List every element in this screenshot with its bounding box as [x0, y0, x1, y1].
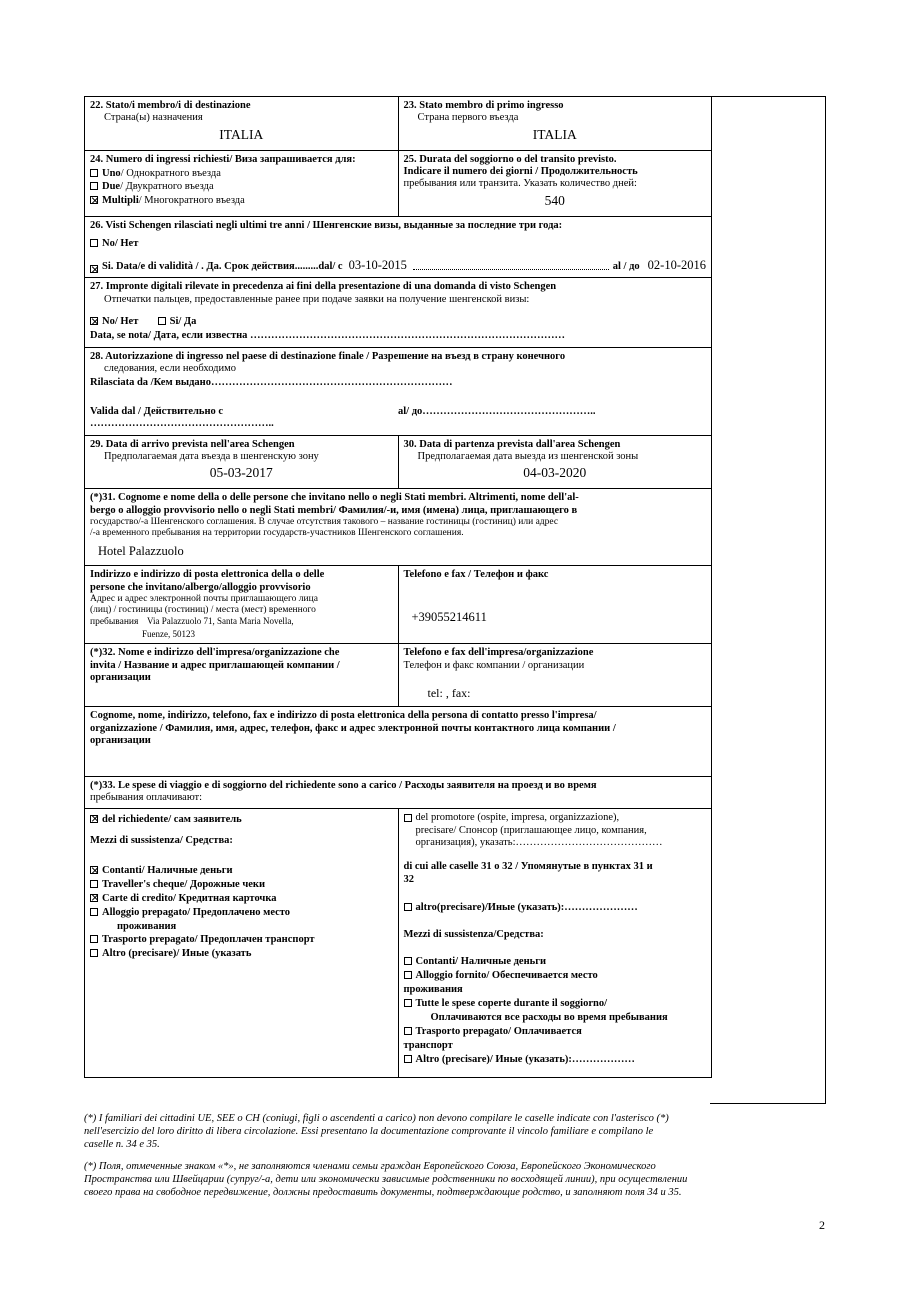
- footnote-it-line1: (*) I familiari dei cittadini UE, SEE o CH (coniugi, figli o ascendenti a carico) non devono compilare le caselle indicate con l'asterisco (*): [84, 1113, 669, 1124]
- checkbox-applicant-icon[interactable]: [90, 815, 98, 823]
- field-25-title-line1: 25. Durata del soggiorno o del transito previsto.: [403, 153, 617, 165]
- field-contact-person: [85, 707, 711, 775]
- field-row-27: [85, 278, 711, 348]
- field-31-value: Hotel Palazzuolo: [98, 544, 184, 559]
- field-33-left-option-cash[interactable]: [90, 865, 393, 877]
- field-33-left-option-other[interactable]: [90, 948, 393, 960]
- field-26-option-yes[interactable]: [90, 258, 706, 273]
- field-32-company-name-address: [85, 644, 398, 706]
- field-row-contact-person: [85, 707, 711, 776]
- contact-line3: организации: [90, 735, 151, 747]
- field-33-title-line1: (*)33. Le spese di viaggio e di soggiorno del richiedente sono a carico / Расходы заявителя на проезд и во время: [90, 779, 597, 791]
- field-28-title-line1: 28. Autorizzazione di ingresso nel paese di destinazione finale / Разрешение на въезд в страну конечного: [90, 350, 566, 362]
- field-31-line2: bergo o alloggio provvisorio nello o negli Stati membri/ Фамилия/-и, имя (имена) лица, приглашающего в: [90, 504, 578, 516]
- checkbox-no-icon[interactable]: [90, 239, 98, 247]
- field-22-title-ru: Страна(ы) назначения: [104, 112, 203, 124]
- field-26-date-to-value: 02-10-2016: [647, 258, 706, 273]
- field-31-address-value-1: Via Palazzuolo 71, Santa Maria Novella,: [147, 616, 294, 627]
- field-33-left-option-other-label: Altro (precisare)/ Иные (указать: [102, 948, 252, 960]
- field-row-24-25: [85, 151, 711, 217]
- footnote-ru-line1: (*) Поля, отмеченные знаком «*», не заполняются членами семьи граждан Европейского Союза, Европейского Экономического: [84, 1161, 656, 1172]
- field-31-phone-block: [398, 566, 712, 643]
- field-26-previous-schengen-visas: [85, 217, 711, 278]
- field-24-option-uno[interactable]: [90, 168, 393, 180]
- field-33-right-other-label: altro(precisare)/Иные (указать):…………………: [415, 902, 638, 914]
- field-row-29-30: [85, 436, 711, 490]
- field-30-departure-date: [398, 436, 712, 489]
- footnote-ru-line2: Пространства или Швейцарии (супруг/-а, дети или экономически зависимые родственники по восходящей линии), при осуществлении: [84, 1174, 688, 1186]
- field-28-issued-by-label: Rilasciata da /Кем выдано……………………………………………………………: [90, 377, 453, 389]
- field-27-option-no-label: No/ Нет: [102, 315, 139, 327]
- field-24-option-multipli-label-it: Multipli: [102, 195, 139, 207]
- field-33-right-option-all-expenses-label2: Оплачиваются все расходы во время пребывания: [430, 1011, 668, 1023]
- field-26-title: 26. Visti Schengen rilasciati negli ultimi tre anni / Шенгенские визы, выданные за последние три года:: [90, 219, 563, 231]
- field-33-right-option-all-expenses[interactable]: [404, 998, 707, 1010]
- field-29-title-ru: Предполагаемая дата въезда в шенгенскую зону: [104, 450, 319, 462]
- field-28-valid-from-label: Valida dal / Действительно с ……………………………………………..: [90, 405, 274, 430]
- field-26-mid-label: al / до: [612, 260, 640, 272]
- field-26-option-no-label: No/ Нет: [102, 238, 139, 250]
- field-28-valid-to-label: al/ до…………………………………………..: [398, 405, 596, 417]
- field-23-title-it: 23. Stato membro di primo ingresso: [403, 100, 564, 111]
- field-25-title-line3: пребывания или транзита. Указать количество дней:: [403, 178, 637, 190]
- field-26-option-yes-label: Si. Data/e di validità / . Да. Срок действия.........dal/ с: [102, 260, 343, 272]
- field-31-address-label-it-1: Indirizzo e indirizzo di posta elettronica della o delle: [90, 569, 325, 581]
- field-31-line4: /-а временного пребывания на территории государств-участников Шенгенского соглашения.: [90, 528, 464, 539]
- right-margin-column: [710, 96, 826, 1104]
- field-28-entry-permit-final-destination: [85, 348, 711, 435]
- field-33-right-option-other[interactable]: [404, 902, 707, 914]
- field-row-32: [85, 644, 711, 707]
- checkbox-uno-icon[interactable]: [90, 169, 98, 177]
- field-row-33-title: [85, 777, 711, 810]
- field-33-left-option-travellers-cheque[interactable]: [90, 879, 393, 891]
- field-33-right-means-label: Mezzi di sussistenza/Средства:: [403, 928, 544, 940]
- field-25-duration-of-stay: [398, 151, 712, 216]
- field-33-right-option-cash[interactable]: [404, 956, 707, 968]
- field-27-fingerprints: [85, 278, 711, 347]
- field-33-left-column: [85, 809, 398, 1077]
- field-31-line1: (*)31. Cognome e nome della o delle persone che invitano nello o negli Stati membri. Altrimenti, nome dell'al-: [90, 492, 579, 504]
- field-24-option-uno-label-ru: / Однократного въезда: [120, 167, 221, 179]
- field-32-label-line3: организации: [90, 672, 151, 684]
- checkbox-multipli-icon[interactable]: [90, 196, 98, 204]
- field-33-right-option-other2[interactable]: [404, 1054, 707, 1066]
- contact-line1: Cognome, nome, indirizzo, telefono, fax e indirizzo di posta elettronica della persona di contatto presso l'impresa/: [90, 710, 597, 722]
- field-33-applicant-option[interactable]: [90, 814, 393, 826]
- checkbox-right-cash-icon[interactable]: [404, 957, 412, 965]
- field-33-right-option-transport-label: Trasporto prepagato/ Оплачивается: [415, 1025, 582, 1037]
- visa-application-form: [84, 96, 712, 1078]
- footnote-it-line2: nell'esercizio del loro diritto di libera circolazione. Essi presentano la documentazione comprovante il vincolo familiare e compilano le: [84, 1126, 654, 1138]
- field-33-left-option-prepaid-accommodation[interactable]: [90, 907, 393, 919]
- footnote-russian: [84, 1160, 828, 1199]
- checkbox-cash-icon[interactable]: [90, 866, 98, 874]
- field-29-title-it: 29. Data di arrivo prevista nell'area Schengen: [90, 438, 295, 450]
- field-24-title: 24. Numero di ingressi richiesti/ Виза запрашивается для:: [90, 153, 356, 165]
- field-33-right-option-accom-label: Alloggio fornito/ Обеспечивается место: [415, 970, 598, 982]
- footnote-it-line3: caselle n. 34 e 35.: [84, 1139, 160, 1151]
- field-32-label-line1: (*)32. Nome e indirizzo dell'impresa/organizzazione che: [90, 647, 340, 659]
- field-33-right-option-transport[interactable]: [404, 1026, 707, 1038]
- contact-line2: organizzazione / Фамилия, имя, адрес, телефон, факс и адрес электронной почты контактного лица компании /: [90, 722, 616, 734]
- field-24-option-due-label-it: Due: [102, 181, 121, 193]
- field-33-left-option-prepaid-accom-label: Alloggio prepagato/ Предоплачено место: [102, 906, 291, 918]
- field-29-arrival-date: [85, 436, 398, 489]
- field-25-title-line2: Indicare il numero dei giorni / Продолжительность: [403, 166, 638, 178]
- checkbox-right-transport-icon[interactable]: [404, 1027, 412, 1035]
- field-33-left-means-label: Mezzi di sussistenza/ Средства:: [90, 835, 233, 847]
- field-33-sponsor-line1: del promotore (ospite, impresa, organizzazione),: [415, 812, 620, 824]
- field-30-title-it: 30. Data di partenza prevista dall'area Schengen: [403, 438, 621, 450]
- page-number: 2: [819, 1218, 825, 1232]
- field-33-right-option-accommodation[interactable]: [404, 970, 707, 982]
- field-22-value: ITALIA: [219, 126, 264, 142]
- field-30-value: 04-03-2020: [523, 465, 587, 481]
- field-22-destination-member-state: [85, 97, 398, 150]
- checkbox-due-icon[interactable]: [90, 182, 98, 190]
- field-32-phone-label-it: Telefono e fax dell'impresa/organizzazione: [403, 647, 594, 659]
- field-33-right-option-cash-label: Contanti/ Наличные деньги: [415, 956, 547, 968]
- checkbox-travellers-cheque-icon[interactable]: [90, 880, 98, 888]
- footnote-ru-line3: своего права на свободное передвижение, должны предоставить документы, подтверждающие родство, и заполняют поля 34 и 35.: [84, 1187, 682, 1199]
- field-28-validity-row: [90, 406, 706, 431]
- field-31-address-label-ru-2: (лиц) / гостиницы (гостиниц) / места (мест) временного: [90, 605, 316, 616]
- field-row-26: [85, 217, 711, 279]
- field-31-address-label-it-2: persone che invitano/albergo/alloggio provvisorio: [90, 581, 311, 593]
- field-32-company-phone: [398, 644, 712, 706]
- field-33-left-option-prepaid-accom-label2: проживания: [117, 920, 177, 932]
- checkbox-other-right-icon[interactable]: [404, 903, 412, 911]
- field-24-option-multipli-label-ru: / Многократного въезда: [138, 195, 245, 207]
- field-28-title-line2: следования, если необходимо: [104, 363, 237, 375]
- field-27-title-line1: 27. Impronte digitali rilevate in precedenza ai fini della presentazione di una domanda di visto Schengen: [90, 281, 557, 293]
- field-33-left-option-credit-card-label: Carte di credito/ Кредитная карточка: [102, 892, 277, 904]
- checkbox-prepaid-accommodation-icon[interactable]: [90, 908, 98, 916]
- field-row-33-options: [85, 809, 711, 1078]
- field-31-address-label-ru-1: Адрес и адрес электронной почты приглашающего лица: [90, 593, 318, 604]
- field-24-option-uno-label-it: Uno: [102, 167, 121, 179]
- field-row-31-text: [85, 489, 711, 566]
- field-31-inviting-person: [85, 489, 711, 565]
- field-33-sponsor-line3: организация), указать:……………………………………: [415, 837, 663, 849]
- field-33-boxes-label-1: di cui alle caselle 31 o 32 / Упомянутые в пунктах 31 и: [403, 861, 653, 873]
- footnote-italian: [84, 1112, 828, 1151]
- field-27-date-label: Data, se nota/ Дата, если известна ………………………………………………………………………………: [90, 330, 566, 342]
- field-32-label-line2: invita / Название и адрес приглашающей компании /: [90, 659, 340, 671]
- field-row-22-23: [85, 97, 711, 151]
- field-26-dotted-filler-1: [413, 269, 609, 270]
- field-24-option-due[interactable]: [90, 181, 393, 193]
- field-33-left-option-prepaid-transport-label: Trasporto prepagato/ Предоплачен транспорт: [102, 934, 315, 946]
- field-33-applicant-label: del richiedente/ сам заявитель: [102, 813, 242, 825]
- field-30-title-ru: Предполагаемая дата выезда из шенгенской зоны: [417, 450, 639, 462]
- field-23-title-ru: Страна первого въезда: [417, 112, 519, 124]
- field-33-left-option-cash-label: Contanti/ Наличные деньги: [102, 865, 233, 877]
- field-24-number-of-entries: [85, 151, 398, 216]
- field-31-phone-label: Telefono e fax / Телефон и факс: [403, 569, 549, 581]
- field-33-left-option-prepaid-transport[interactable]: [90, 934, 393, 946]
- field-33-sponsor-line2: precisare/ Спонсор (приглашающее лицо, компания,: [415, 824, 647, 836]
- field-26-date-from-value: 03-10-2015: [348, 258, 407, 273]
- field-26-option-no[interactable]: [90, 238, 706, 250]
- field-22-title-it: 22. Stato/i membro/i di destinazione: [90, 100, 251, 111]
- field-33-boxes-label-2: 32: [403, 873, 414, 885]
- field-32-phone-value: tel: , fax:: [427, 686, 471, 701]
- field-33-left-option-cheque-label: Traveller's cheque/ Дорожные чеки: [102, 878, 266, 890]
- field-25-value: 540: [544, 192, 565, 208]
- field-31-phone-value: +39055214611: [411, 609, 487, 624]
- field-31-line3: государство/-а Шенгенского соглашения. В случае отсутствия такового – название гостиницы (гостиниц) или адрес: [90, 517, 559, 528]
- field-33-right-option-other2-label: Altro (precisare)/ Иные (указать):………………: [415, 1053, 635, 1065]
- field-33-right-option-accom-label2: проживания: [403, 984, 463, 996]
- field-33-left-option-credit-card[interactable]: [90, 893, 393, 905]
- field-row-31-address: [85, 566, 711, 644]
- field-23-first-entry-state: [398, 97, 712, 150]
- field-27-options[interactable]: [90, 316, 706, 328]
- field-33-title-line2: пребывания оплачивают:: [90, 791, 203, 803]
- checkbox-other-left-icon[interactable]: [90, 949, 98, 957]
- checkbox-accommodation-provided-icon[interactable]: [404, 971, 412, 979]
- field-33-costs-title: [85, 777, 711, 809]
- field-27-title-line2: Отпечатки пальцев, предоставленные ранее при подаче заявки на получение шенгенской визы:: [104, 293, 530, 305]
- field-32-phone-label-ru: Телефон и факс компании / организации: [403, 659, 585, 671]
- checkbox-all-expenses-icon[interactable]: [404, 999, 412, 1007]
- checkbox-yes-icon[interactable]: [90, 265, 98, 273]
- field-31-address-block: [85, 566, 398, 643]
- field-31-address-label-ru-3: пребывания: [90, 617, 139, 628]
- field-29-value: 05-03-2017: [209, 465, 273, 481]
- checkbox-fingerprints-no-icon[interactable]: [90, 317, 98, 325]
- field-24-option-due-label-ru: / Двукратного въезда: [120, 181, 214, 193]
- field-33-right-option-all-expenses-label: Tutte le spese coperte durante il soggiorno/: [415, 998, 608, 1010]
- field-33-sponsor-option[interactable]: [404, 812, 707, 849]
- checkbox-right-other2-icon[interactable]: [404, 1055, 412, 1063]
- checkbox-fingerprints-yes-icon[interactable]: [158, 317, 166, 325]
- checkbox-sponsor-icon[interactable]: [404, 814, 412, 822]
- field-24-option-multipli[interactable]: [90, 195, 393, 207]
- checkbox-prepaid-transport-icon[interactable]: [90, 935, 98, 943]
- field-33-right-column: [398, 809, 712, 1077]
- checkbox-credit-card-icon[interactable]: [90, 894, 98, 902]
- field-33-right-option-transport-label2: транспорт: [403, 1039, 453, 1051]
- field-27-option-yes-label: Si/ Да: [169, 315, 197, 327]
- field-31-address-value-2: Fuenze, 50123: [142, 628, 195, 639]
- field-row-28: [85, 348, 711, 436]
- field-23-value: ITALIA: [532, 126, 577, 142]
